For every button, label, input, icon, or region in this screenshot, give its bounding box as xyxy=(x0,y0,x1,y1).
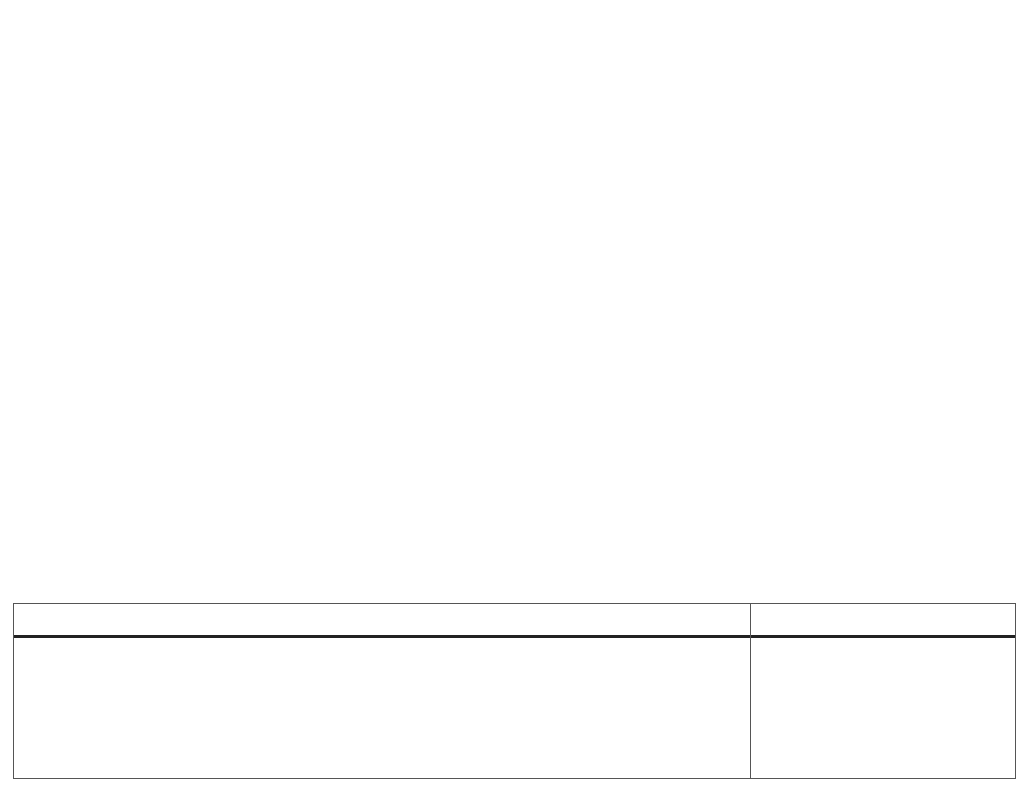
sponsorship-tiers-table xyxy=(13,18,1012,580)
tier-column-friends xyxy=(751,603,1016,779)
tier-column-bronze xyxy=(13,603,751,779)
tier-body xyxy=(14,638,750,778)
tier-body xyxy=(751,638,1015,778)
tier-header xyxy=(14,604,750,638)
tier-header xyxy=(751,604,1015,638)
lower-tiers-table xyxy=(13,603,1016,779)
